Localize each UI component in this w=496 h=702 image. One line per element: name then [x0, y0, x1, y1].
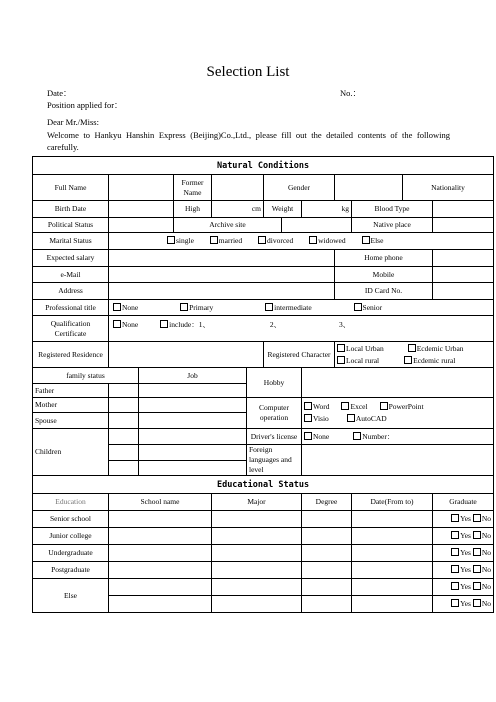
mother-label: Mother — [33, 398, 109, 413]
checkbox-icon — [451, 582, 459, 590]
major-field[interactable] — [212, 596, 302, 613]
table-row — [33, 528, 494, 545]
natural-conditions-heading: Natural Conditions — [33, 157, 494, 175]
qualification-item-2: 2、 — [269, 320, 282, 329]
political-status-field[interactable] — [109, 218, 174, 233]
checkbox-icon — [347, 414, 355, 422]
date-field[interactable] — [352, 596, 433, 613]
email-label: e-Mail — [33, 267, 109, 283]
date-field[interactable] — [352, 579, 433, 596]
checkbox-icon — [473, 582, 481, 590]
qualification-item-3: 3、 — [338, 320, 351, 329]
education-level: Undergraduate — [33, 545, 109, 562]
license-none-option[interactable]: None — [304, 432, 329, 441]
qualification-include-option[interactable]: include：1、 — [160, 320, 210, 329]
registered-residence-field[interactable] — [109, 342, 264, 368]
ecdemic-urban-option[interactable]: Ecdemic Urban — [408, 344, 464, 353]
degree-field[interactable] — [302, 579, 352, 596]
father-name-field[interactable] — [109, 384, 139, 398]
marital-option[interactable]: Else — [362, 236, 384, 245]
graduate-yes-option[interactable]: Yes — [451, 599, 471, 608]
graduate-options — [433, 528, 494, 545]
hobby-label: Hobby — [247, 368, 302, 398]
checkbox-icon — [113, 320, 121, 328]
spouse-label: Spouse — [33, 413, 109, 429]
address-label: Address — [33, 283, 109, 300]
child-job-field[interactable] — [139, 429, 247, 445]
no-label: No.： — [340, 88, 362, 98]
education-level: Postgraduate — [33, 562, 109, 579]
page-title: Selection List — [206, 64, 290, 80]
email-field[interactable] — [109, 267, 335, 283]
major-field[interactable] — [212, 528, 302, 545]
title-option[interactable]: intermediate — [265, 303, 311, 312]
graduate-yes-option[interactable]: Yes — [451, 531, 471, 540]
checkbox-icon — [353, 432, 361, 440]
registered-residence-label: Registered Residence — [33, 342, 109, 368]
native-place-label: Native place — [352, 218, 433, 233]
visio-option[interactable]: Visio — [304, 414, 329, 423]
home-phone-field[interactable] — [433, 250, 494, 267]
checkbox-icon — [451, 548, 459, 556]
professional-title-label: Professional title — [33, 300, 109, 316]
degree-field[interactable] — [302, 528, 352, 545]
marital-option[interactable]: divorced — [258, 236, 293, 245]
date-field[interactable] — [352, 528, 433, 545]
date-field[interactable] — [352, 511, 433, 528]
former-name-field[interactable] — [212, 175, 264, 201]
checkbox-icon — [473, 548, 481, 556]
weight-unit[interactable]: kg — [302, 201, 352, 218]
computer-operation-label: Computer operation — [247, 398, 302, 429]
checkbox-icon — [167, 236, 175, 244]
checkbox-icon — [451, 514, 459, 522]
expected-salary-field[interactable] — [109, 250, 335, 267]
blood-type-label: Blood Type — [352, 201, 433, 218]
graduate-header: Graduate — [433, 494, 494, 511]
nationality-label: Nationality — [403, 175, 494, 201]
checkbox-icon — [451, 565, 459, 573]
checkbox-icon — [113, 303, 121, 311]
graduate-yes-option[interactable]: Yes — [451, 548, 471, 557]
graduate-no-option[interactable]: No — [473, 582, 491, 591]
spouse-name-field[interactable] — [109, 413, 139, 429]
checkbox-icon — [451, 599, 459, 607]
school-name-field[interactable] — [109, 528, 212, 545]
education-level: Senior school — [33, 511, 109, 528]
checkbox-icon — [473, 531, 481, 539]
full-name-label: Full Name — [33, 175, 109, 201]
marital-status-label: Marital Status — [33, 233, 109, 250]
excel-option[interactable]: Excel — [341, 402, 367, 411]
graduate-no-option[interactable]: No — [473, 599, 491, 608]
local-rural-option[interactable]: Local rural — [337, 356, 379, 365]
education-level: Else — [33, 579, 109, 613]
selection-form-table — [32, 156, 494, 613]
graduate-yes-option[interactable]: Yes — [451, 565, 471, 574]
child-job-field[interactable] — [139, 460, 247, 476]
id-card-field[interactable] — [433, 283, 494, 300]
checkbox-icon — [408, 344, 416, 352]
father-job-field[interactable] — [139, 384, 247, 398]
foreign-languages-label: Foreign languages and level — [247, 445, 302, 476]
ecdemic-rural-option[interactable]: Ecdemic rural — [404, 356, 455, 365]
graduate-options — [433, 562, 494, 579]
graduate-options — [433, 511, 494, 528]
height-unit[interactable]: cm — [212, 201, 264, 218]
gender-label: Gender — [264, 175, 335, 201]
drivers-license-label: Driver's license — [247, 429, 302, 445]
marital-option[interactable]: single — [167, 236, 194, 245]
spouse-job-field[interactable] — [139, 413, 247, 429]
major-field[interactable] — [212, 511, 302, 528]
archive-site-field[interactable] — [282, 218, 352, 233]
gender-field[interactable] — [335, 175, 403, 201]
major-header: Major — [212, 494, 302, 511]
school-name-field[interactable] — [109, 545, 212, 562]
graduate-yes-option[interactable]: Yes — [451, 514, 471, 523]
address-field[interactable] — [109, 283, 335, 300]
child-name-field[interactable] — [109, 429, 139, 445]
school-name-header: School name — [109, 494, 212, 511]
birth-date-field[interactable] — [109, 201, 174, 218]
graduate-no-option[interactable]: No — [473, 548, 491, 557]
education-header: Education — [33, 494, 109, 511]
welcome-text: Welcome to Hankyu Hanshin Express (Beijing)Co.,Ltd., please fill out the detailed contents of the following carefully. — [47, 130, 450, 152]
mobile-label: Mobile — [335, 267, 433, 283]
degree-field[interactable] — [302, 596, 352, 613]
school-name-field[interactable] — [109, 596, 212, 613]
checkbox-icon — [258, 236, 266, 244]
autocad-option[interactable]: AutoCAD — [347, 414, 387, 423]
children-label: Children — [33, 429, 109, 476]
checkbox-icon — [160, 320, 168, 328]
school-name-field[interactable] — [109, 579, 212, 596]
checkbox-icon — [473, 599, 481, 607]
graduate-no-option[interactable]: No — [473, 531, 491, 540]
drivers-license-options — [302, 429, 494, 445]
hobby-field[interactable] — [302, 368, 494, 398]
major-field[interactable] — [212, 545, 302, 562]
expected-salary-label: Expected salary — [33, 250, 109, 267]
checkbox-icon — [210, 236, 218, 244]
title-option[interactable]: Primary — [180, 303, 213, 312]
title-option[interactable]: Senior — [354, 303, 383, 312]
checkbox-icon — [265, 303, 273, 311]
table-row — [33, 545, 494, 562]
birth-date-label: Birth Date — [33, 201, 109, 218]
major-field[interactable] — [212, 579, 302, 596]
date-label: Date： — [47, 88, 72, 98]
graduate-options — [433, 545, 494, 562]
graduate-options — [433, 579, 494, 596]
checkbox-icon — [304, 432, 312, 440]
school-name-field[interactable] — [109, 562, 212, 579]
education-level: Junior college — [33, 528, 109, 545]
foreign-languages-field[interactable] — [302, 445, 494, 476]
checkbox-icon — [380, 402, 388, 410]
major-field[interactable] — [212, 562, 302, 579]
qualification-label: Qualification Certificate — [33, 316, 109, 342]
political-status-label: Political Status — [33, 218, 109, 233]
marital-option[interactable]: widowed — [309, 236, 346, 245]
mobile-field[interactable] — [433, 267, 494, 283]
archive-site-label: Archive site — [174, 218, 282, 233]
local-urban-option[interactable]: Local Urban — [337, 344, 384, 353]
checkbox-icon — [304, 402, 312, 410]
id-card-label: ID Card No. — [335, 283, 433, 300]
child-name-field[interactable] — [109, 445, 139, 461]
professional-title-options — [109, 300, 494, 316]
father-label: Father — [33, 384, 109, 398]
mother-job-field[interactable] — [139, 398, 247, 413]
graduate-no-option[interactable]: No — [473, 514, 491, 523]
title-option[interactable]: None — [113, 303, 138, 312]
blood-type-field[interactable] — [433, 201, 494, 218]
word-option[interactable]: Word — [304, 402, 329, 411]
former-name-label: Former Name — [174, 175, 212, 201]
degree-header: Degree — [302, 494, 352, 511]
checkbox-icon — [304, 414, 312, 422]
table-row — [33, 562, 494, 579]
degree-field[interactable] — [302, 511, 352, 528]
date-field[interactable] — [352, 545, 433, 562]
degree-field[interactable] — [302, 562, 352, 579]
qualification-options — [109, 316, 494, 342]
degree-field[interactable] — [302, 545, 352, 562]
date-header: Date(From to) — [352, 494, 433, 511]
computer-operation-options — [302, 398, 494, 429]
checkbox-icon — [473, 514, 481, 522]
child-job-field[interactable] — [139, 445, 247, 461]
weight-label: Weight — [264, 201, 302, 218]
mother-name-field[interactable] — [109, 398, 139, 413]
checkbox-icon — [451, 531, 459, 539]
home-phone-label: Home phone — [335, 250, 433, 267]
graduate-no-option[interactable]: No — [473, 565, 491, 574]
checkbox-icon — [337, 356, 345, 364]
school-name-field[interactable] — [109, 511, 212, 528]
position-applied-label: Position applied for： — [47, 100, 123, 110]
graduate-options — [433, 596, 494, 613]
checkbox-icon — [337, 344, 345, 352]
marital-status-options — [109, 233, 494, 250]
table-row — [33, 511, 494, 528]
job-header: Job — [139, 368, 247, 384]
family-status-header: family status — [33, 368, 139, 384]
graduate-yes-option[interactable]: Yes — [451, 582, 471, 591]
powerpoint-option[interactable]: PowerPoint — [380, 402, 424, 411]
checkbox-icon — [354, 303, 362, 311]
child-name-field[interactable] — [109, 460, 139, 476]
checkbox-icon — [309, 236, 317, 244]
qualification-none-option[interactable]: None — [113, 320, 138, 329]
checkbox-icon — [180, 303, 188, 311]
checkbox-icon — [362, 236, 370, 244]
license-number-option[interactable]: Number： — [353, 432, 394, 441]
educational-status-heading: Educational Status — [33, 476, 494, 494]
registered-character-options — [335, 342, 494, 368]
checkbox-icon — [473, 565, 481, 573]
checkbox-icon — [404, 356, 412, 364]
height-label: High — [174, 201, 212, 218]
full-name-field[interactable] — [109, 175, 174, 201]
salutation: Dear Mr./Miss: — [47, 117, 99, 127]
marital-option[interactable]: married — [210, 236, 242, 245]
date-field[interactable] — [352, 562, 433, 579]
checkbox-icon — [341, 402, 349, 410]
table-row — [33, 579, 494, 596]
native-place-field[interactable] — [433, 218, 494, 233]
registered-character-label: Registered Character — [264, 342, 335, 368]
